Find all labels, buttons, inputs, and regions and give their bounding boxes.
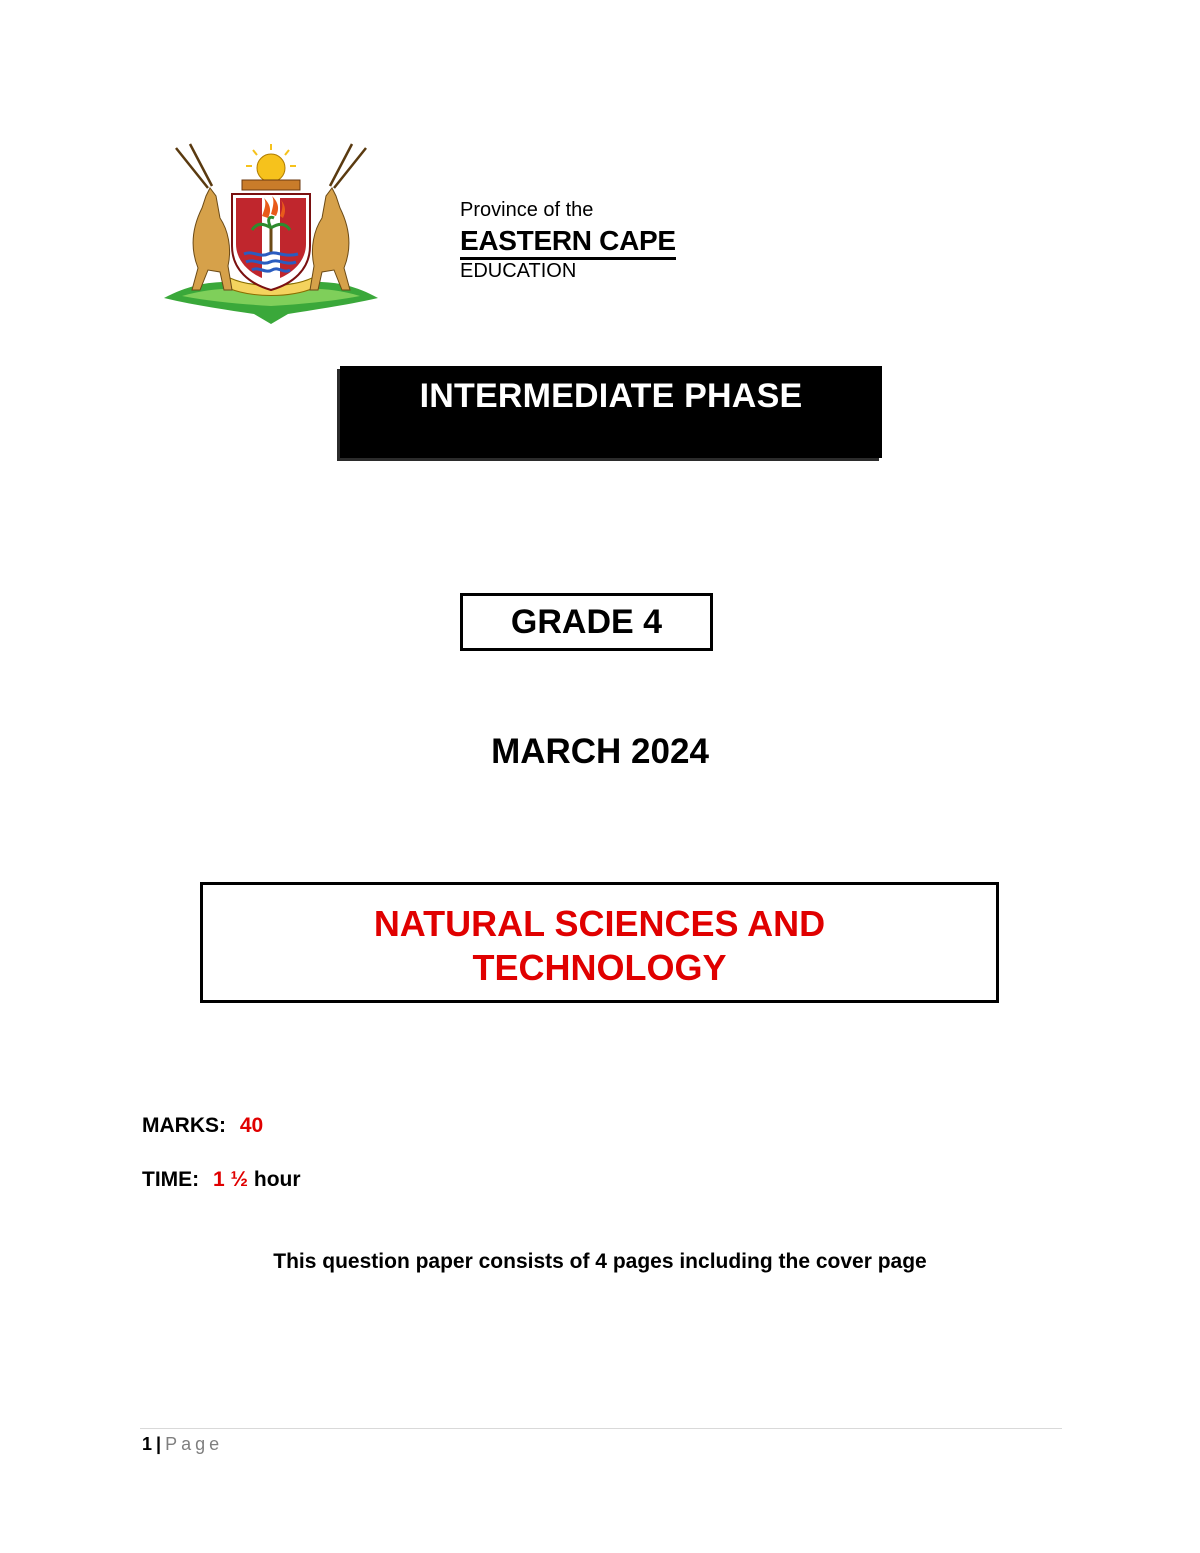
subject-line-2: TECHNOLOGY — [472, 947, 727, 988]
province-of-the-label: Province of the — [460, 199, 594, 221]
marks-label: MARKS: — [142, 1114, 226, 1137]
coat-of-arms-logo — [162, 138, 380, 326]
eastern-cape-label: EASTERN CAPE — [460, 226, 676, 260]
subject-title — [203, 902, 996, 990]
subject-line-1: NATURAL SCIENCES AND — [373, 903, 826, 944]
time-unit: hour — [253, 1168, 301, 1191]
time-value: 1 ½ — [213, 1168, 249, 1191]
phase-title: INTERMEDIATE PHASE — [419, 377, 803, 415]
time-row — [142, 1167, 301, 1193]
page-footer — [142, 1432, 223, 1456]
page-count-note: This question paper consists of 4 pages including the cover page — [273, 1250, 927, 1273]
page-number: 1 — [142, 1434, 153, 1454]
marks-row — [142, 1113, 263, 1139]
grade-label: GRADE 4 — [510, 603, 663, 641]
grade-box — [460, 593, 713, 651]
phase-banner — [340, 366, 882, 458]
footer-divider — [140, 1428, 1062, 1429]
time-label: TIME: — [142, 1168, 200, 1191]
exam-date: MARCH 2024 — [491, 732, 709, 771]
education-label: EDUCATION — [460, 260, 577, 282]
subject-box — [200, 882, 999, 1003]
marks-value: 40 — [239, 1114, 264, 1137]
footer-separator: | — [156, 1434, 162, 1454]
page-label: Page — [165, 1434, 224, 1454]
department-heading — [460, 198, 676, 282]
